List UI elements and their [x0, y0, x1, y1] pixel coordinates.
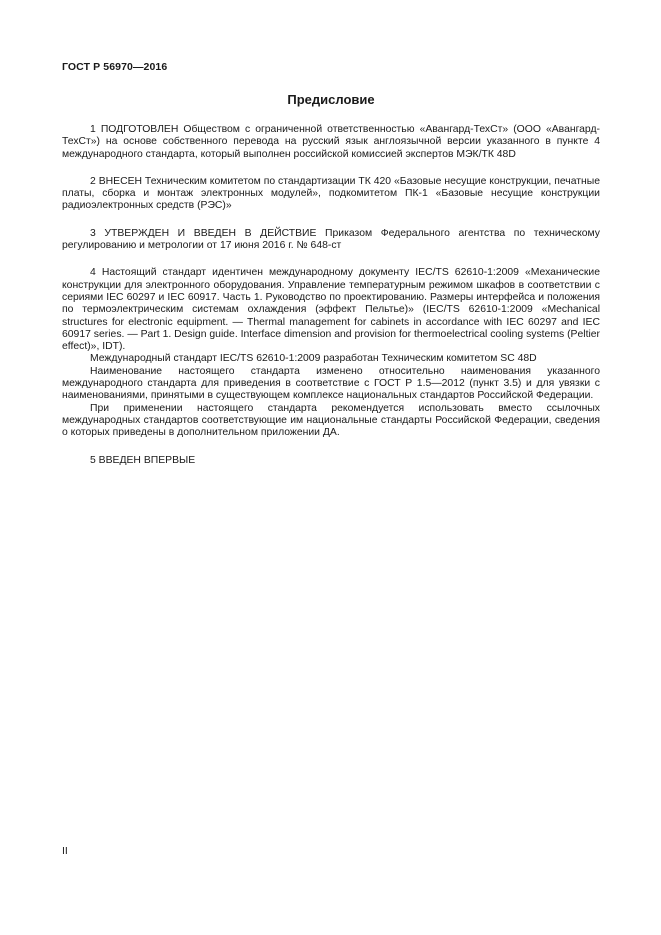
- paragraph-introduced-by: 2 ВНЕСЕН Техническим комитетом по стандартизации ТК 420 «Базовые несущие конструкции, печатные платы, сборка и монтаж электронных модулей», подкомитетом ПК-1 «Базовые несущие конструкции радиоэлектронных средств (РЭС)»: [62, 175, 600, 212]
- paragraph-application-note: При применении настоящего стандарта рекомендуется использовать вместо ссылочных международных стандартов соответствующие им национальные стандарты Российской Федерации, сведения о которых приведены в дополнительном приложении ДА.: [62, 402, 600, 439]
- paragraph-approved: 3 УТВЕРЖДЕН И ВВЕДЕН В ДЕЙСТВИЕ Приказом Федерального агентства по техническому регулированию и метрологии от 17 июня 2016 г. № 648-ст: [62, 227, 600, 252]
- document-code: ГОСТ Р 56970—2016: [62, 61, 168, 73]
- foreword-body: [62, 124, 600, 467]
- paragraph-prepared-by: 1 ПОДГОТОВЛЕН Обществом с ограниченной ответственностью «Авангард-ТехСт» (ООО «Авангард-ТехСт») на основе собственного перевода на русский язык англоязычной версии указанного в пункте 4 международного стандарта, который выполнен российской комиссией экспертов МЭК/ТК 48D: [62, 124, 600, 160]
- paragraph-developed-by: Международный стандарт IEC/TS 62610-1:2009 разработан Техническим комитетом SC 48D: [90, 353, 537, 365]
- paragraph-identical-standard: 4 Настоящий стандарт идентичен международному документу IEC/TS 62610-1:2009 «Механические конструкции для электронного оборудования. Управление температурным режимом шкафов в соответствии с сериями IEC 60297 и IEC 60917. Часть 1. Руководство по проектированию. Размеры интерфейса и положения по термоэлектрическим системам охлаждения (эффект Пельтье)» (IEC/TS 62610-1:2009 «Mechanical structures for electronic equipment. — Thermal management for cabinets in accordance with IEC 60297 and IEC 60917 series. — Part 1. Design guide. Interface dimension and provision for thermoelectrical cooling systems (Peltier effect)», IDT).: [62, 267, 600, 353]
- page-number: II: [62, 845, 68, 857]
- paragraph-name-changed: Наименование настоящего стандарта изменено относительно наименования указанного международного стандарта для приведения в соответствие с ГОСТ Р 1.5—2012 (пункт 3.5) и для увязки с наименованиями, принятыми в существующем комплексе национальных стандартов Российской Федерации.: [62, 365, 600, 402]
- paragraph-introduced-first: 5 ВВЕДЕН ВПЕРВЫЕ: [90, 454, 196, 466]
- section-title: Предисловие: [287, 92, 375, 107]
